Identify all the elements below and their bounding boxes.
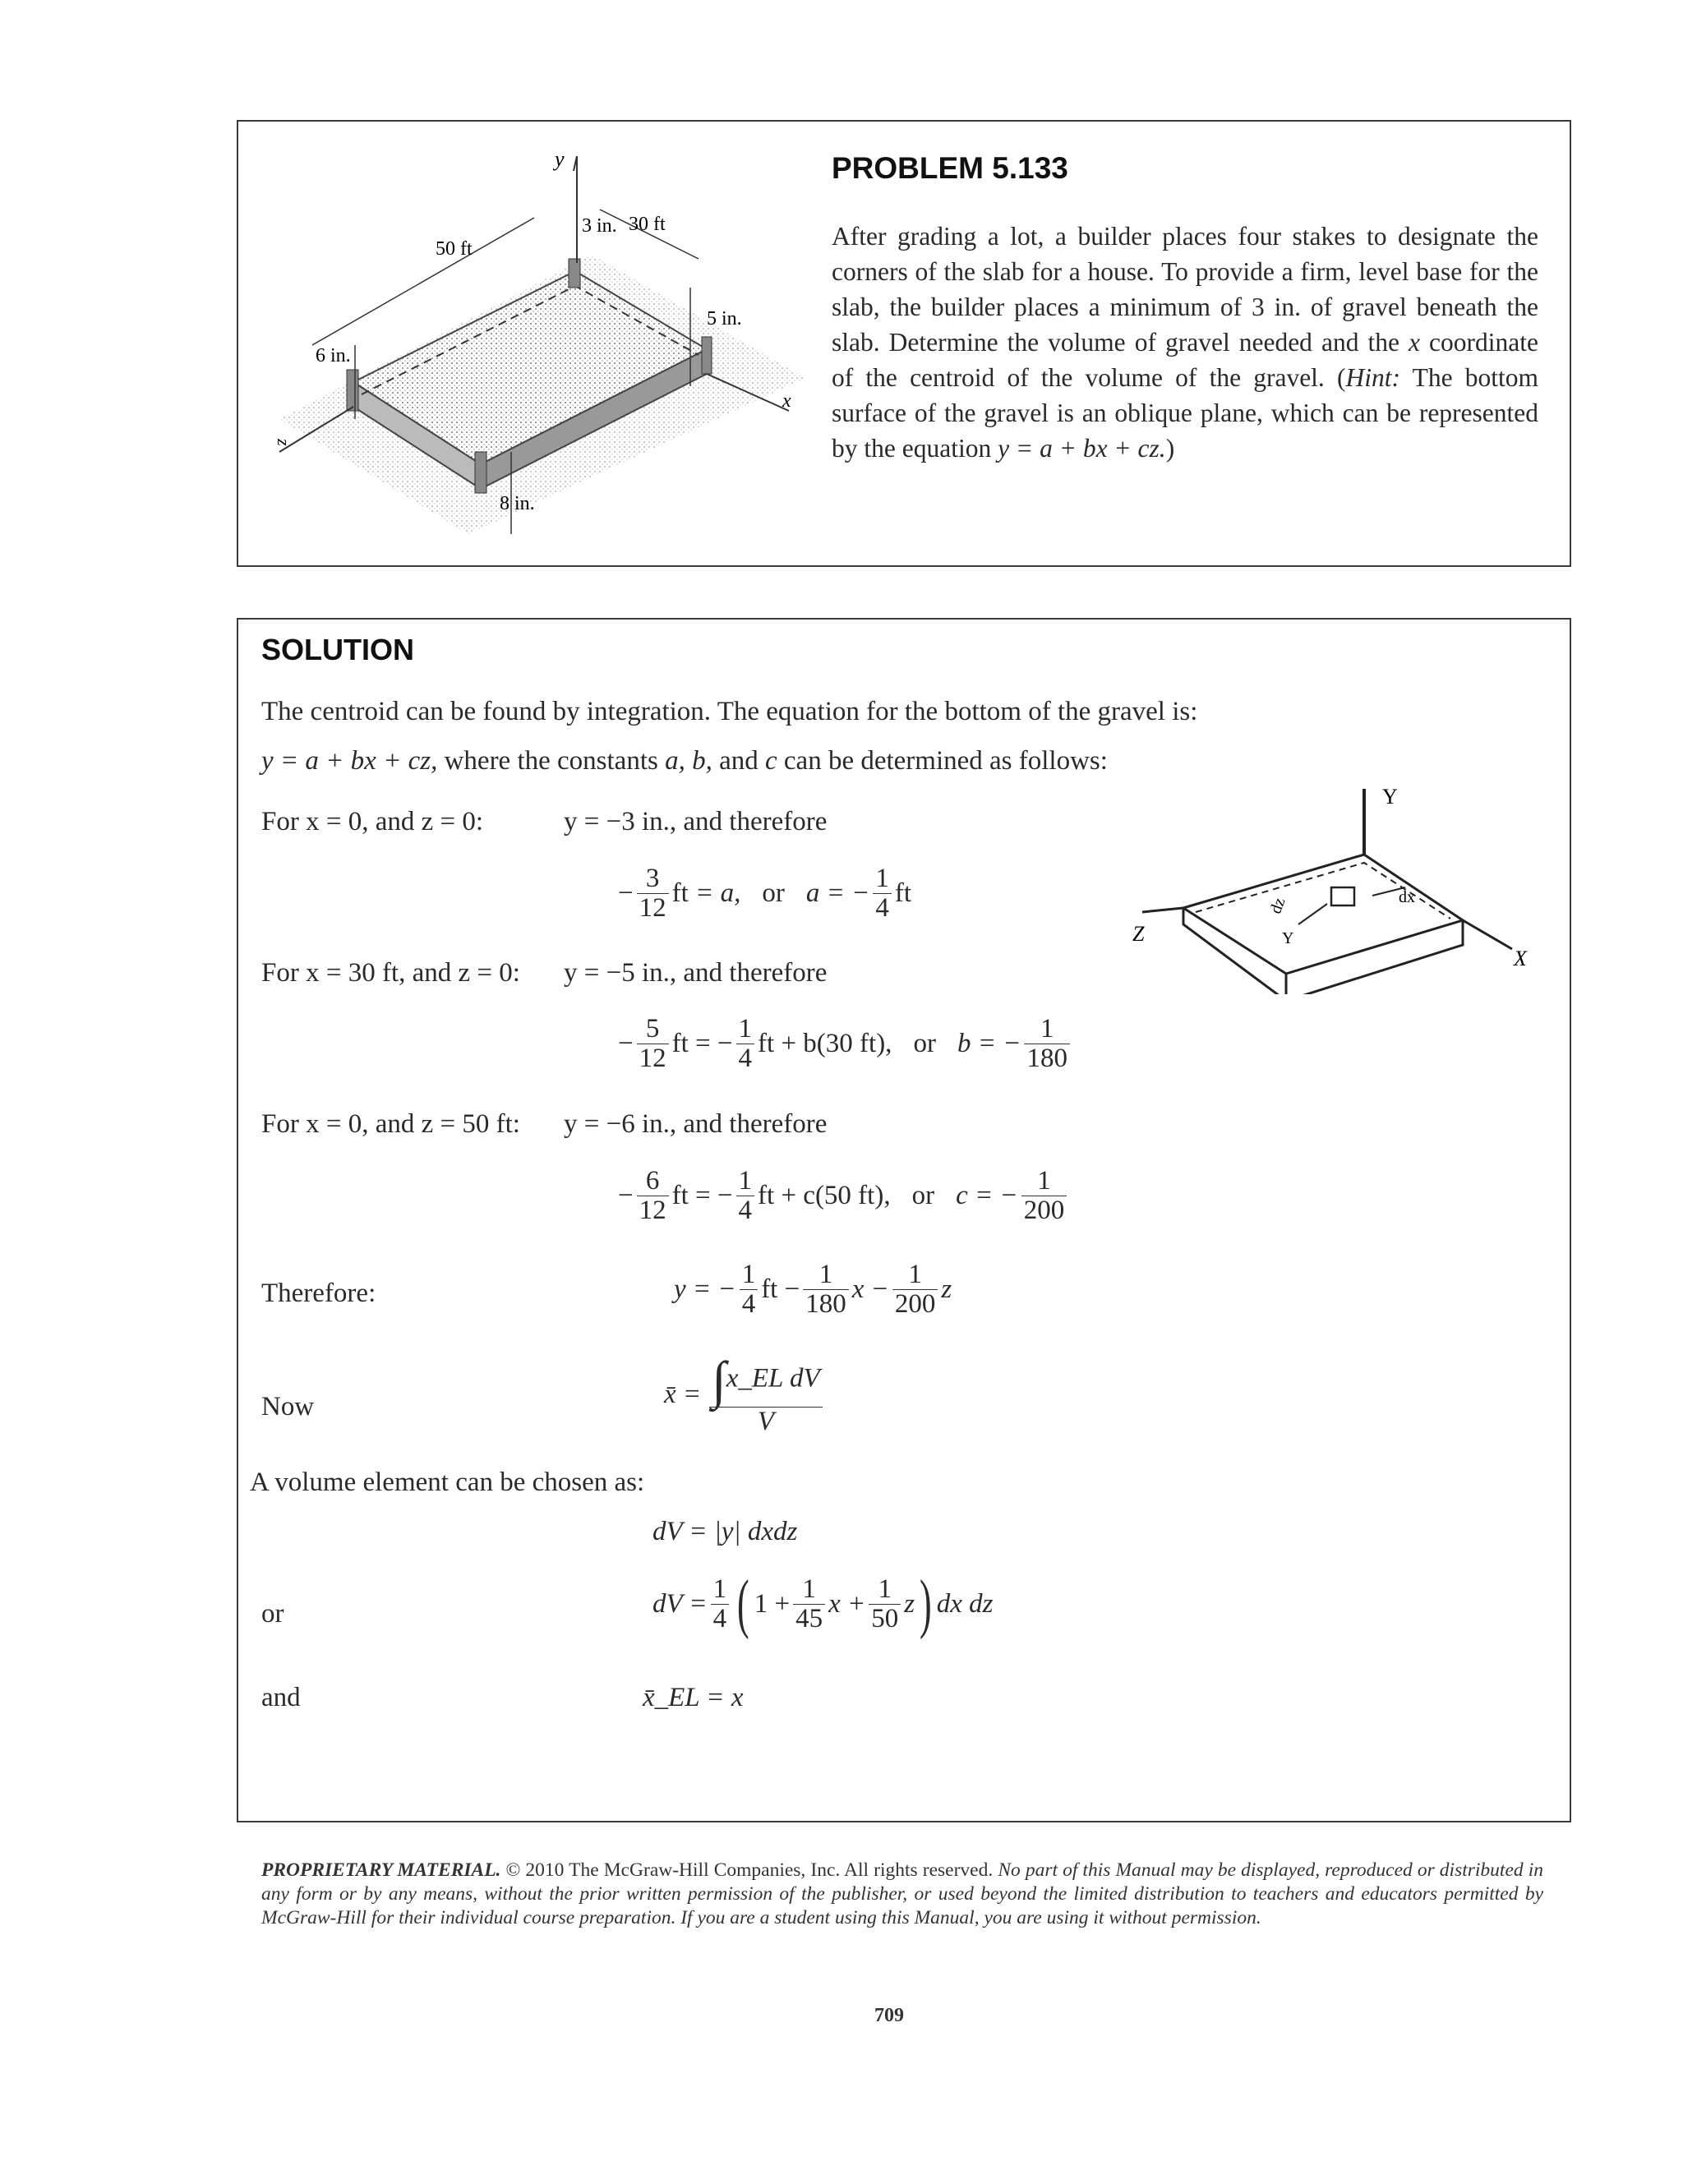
- solution-title: SOLUTION: [261, 633, 414, 666]
- solution-figure: [1126, 781, 1537, 994]
- equation-b: − $\frac{5}{12}$ ft = − $\frac{1}{4}$ ft + b(30 ft), or b = − $\frac{1}{180}$: [618, 1015, 1073, 1072]
- case2-label: For x = 30 ft, and z = 0:: [261, 958, 520, 988]
- solution-intro: The centroid can be found by integration. The equation for the bottom of the gravel is:: [261, 697, 1198, 726]
- solution-equation-line: y = a + bx + cz, where the constants a, b, and c can be determined as follows:: [261, 746, 1108, 776]
- case1-result: y = −3 in., and therefore: [564, 807, 828, 836]
- equation-y: y = − $\frac{1}{4}$ ft − $\frac{1}{180}$ x − $\frac{1}{200}$ z: [674, 1260, 952, 1319]
- volume-element: [1331, 887, 1354, 905]
- or-label: or: [261, 1599, 284, 1629]
- equation-dv1: dV = |y| dxdz: [652, 1517, 798, 1546]
- therefore-label: Therefore:: [261, 1279, 376, 1308]
- sol-fig-label-dx: dx: [1399, 888, 1415, 906]
- sol-fig-label-y2: Y: [1282, 929, 1294, 947]
- equation-xbar: x̄ = $\frac{\text{∫x\_EL dV}}{V}$: [664, 1354, 826, 1436]
- equation-dv2: dV = $\frac{1}{4}$ ( 1 + $\frac{1}{45}$ x + $\frac{1}{50}$ z ) dx dz: [652, 1568, 994, 1640]
- sol-fig-label-dz: dz: [1266, 895, 1289, 916]
- equation-c: − $\frac{6}{12}$ ft = − $\frac{1}{4}$ ft + c(50 ft), or c = − $\frac{1}{200}$: [618, 1167, 1070, 1224]
- stake: [475, 452, 486, 493]
- fig-dim-5in: 5 in.: [707, 308, 742, 329]
- copyright-footer: PROPRIETARY MATERIAL. © 2010 The McGraw-Hill Companies, Inc. All rights reserved. No part of this Manual may be displayed, reproduced or distributed in any form or by any means, without the prior written permission of the publisher, or used beyond the limited distribution to teachers and educators permitted by McGraw-Hill for their individual course preparation. If you are a student using this Manual, you are using it without permission.: [261, 1859, 1543, 1928]
- and-label: and: [261, 1683, 301, 1712]
- case1-label: For x = 0, and z = 0:: [261, 807, 484, 836]
- stake: [347, 370, 358, 411]
- case3-result: y = −6 in., and therefore: [564, 1109, 828, 1139]
- problem-statement: After grading a lot, a builder places four stakes to designate the corners of the slab for a house. To provide a firm, level base for the slab, the builder places a minimum of 3 in. of gravel beneath the slab. Determine the volume of gravel needed and the x coordinate of the centroid of the volume of the gravel. (Hint: The bottom surface of the gravel is an oblique plane, which can be represented by the equation y = a + bx + cz.): [832, 222, 1538, 463]
- stake: [702, 337, 712, 374]
- fig-label-x: x: [782, 390, 791, 412]
- problem-figure: [263, 140, 822, 551]
- fig-dim-50ft: 50 ft: [436, 238, 473, 260]
- stake: [569, 259, 580, 288]
- case3-label: For x = 0, and z = 50 ft:: [261, 1109, 520, 1139]
- sol-fig-label-y: Y: [1382, 785, 1398, 809]
- fig-dim-3in: 3 in.: [582, 215, 617, 237]
- fig-dim-30ft: 30 ft: [629, 214, 666, 235]
- equation-a: − $\frac{3}{12}$ ft = a, or a = − $\frac{1}{4}$ ft: [618, 864, 912, 923]
- fig-label-z: z: [274, 439, 294, 446]
- now-label: Now: [261, 1392, 315, 1421]
- problem-title: PROBLEM 5.133: [832, 151, 1068, 185]
- page-number: 709: [874, 2005, 904, 2026]
- sol-fig-label-z: Z: [1132, 922, 1145, 946]
- volume-element-text: A volume element can be chosen as:: [250, 1468, 645, 1497]
- sol-fig-label-x: X: [1514, 947, 1527, 970]
- case2-result: y = −5 in., and therefore: [564, 958, 828, 988]
- fig-dim-6in: 6 in.: [316, 345, 351, 366]
- fig-label-y: y: [555, 147, 565, 171]
- fig-dim-8in: 8 in.: [500, 493, 535, 514]
- equation-xel: x̄_EL = x: [643, 1683, 744, 1712]
